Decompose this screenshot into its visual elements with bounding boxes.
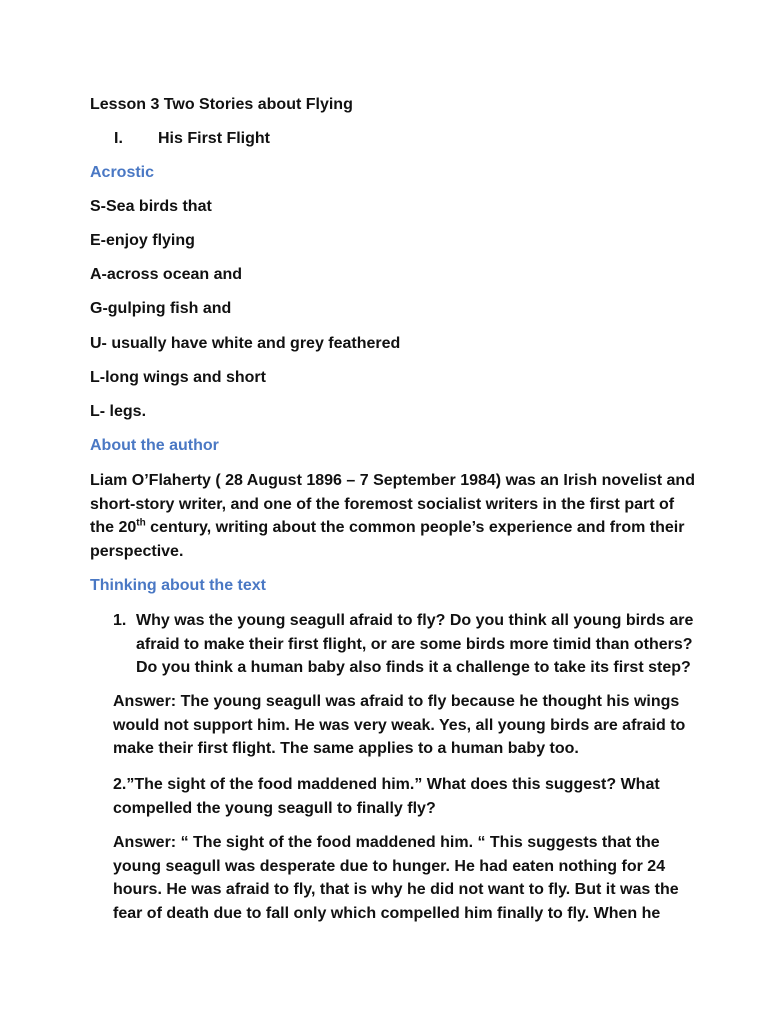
author-paragraph — [90, 469, 695, 563]
question-line: 2.”The sight of the food maddened him.” What does this suggest? What — [113, 776, 660, 793]
answer-2 — [113, 831, 693, 925]
answer-line: young seagull was desperate due to hunger. He had eaten nothing for 24 — [113, 857, 666, 875]
question-line: afraid to make their first flight, or are some birds more timid than others? — [136, 635, 693, 653]
acrostic-line: U- usually have white and grey feathered — [90, 335, 401, 352]
acrostic-heading: Acrostic — [90, 164, 155, 181]
question-line: Why was the young seagull afraid to fly? Do you think all young birds are — [136, 612, 694, 629]
acrostic-line: L- legs. — [90, 403, 147, 420]
author-line-pre: the 20 — [90, 519, 137, 536]
question-line: compelled the young seagull to finally fly? — [113, 799, 436, 817]
thinking-heading: Thinking about the text — [90, 577, 266, 594]
author-line: short-story writer, and one of the foremost socialist writers in the first part of — [90, 495, 675, 513]
author-line — [90, 516, 690, 540]
answer-line: Answer: “ The sight of the food maddened him. “ This suggests that the — [113, 834, 660, 851]
section-title: His First Flight — [158, 130, 270, 147]
answer-line: would not support him. He was very weak. Yes, all young birds are afraid to — [113, 716, 686, 734]
acrostic-line: G-gulping fish and — [90, 300, 232, 317]
question-number: 1. — [113, 612, 127, 629]
answer-line: make their first flight. The same applies to a human baby too. — [113, 740, 579, 757]
section-numeral: I. — [114, 130, 123, 147]
author-line: perspective. — [90, 542, 184, 560]
question-1-text — [136, 609, 696, 680]
lesson-title: Lesson 3 Two Stories about Flying — [90, 96, 353, 113]
acrostic-line: E-enjoy flying — [90, 232, 195, 249]
author-heading: About the author — [90, 437, 219, 454]
question-line: Do you think a human baby also finds it a challenge to take its first step? — [136, 659, 691, 676]
answer-1 — [113, 690, 693, 761]
answer-line: Answer: The young seagull was afraid to fly because he thought his wings — [113, 693, 680, 710]
answer-line: fear of death due to fall only which compelled him finally to fly. When he — [113, 904, 661, 922]
question-2 — [113, 773, 693, 820]
acrostic-line: L-long wings and short — [90, 369, 266, 386]
acrostic-line: A-across ocean and — [90, 266, 243, 283]
ordinal-superscript: th — [136, 517, 146, 529]
acrostic-line: S-Sea birds that — [90, 198, 212, 215]
answer-line: hours. He was afraid to fly, that is why he did not want to fly. But it was the — [113, 881, 679, 898]
author-line: Liam O’Flaherty ( 28 August 1896 – 7 September 1984) was an Irish novelist and — [90, 472, 695, 489]
author-line-post: century, writing about the common people’s experience and from their — [145, 519, 685, 536]
